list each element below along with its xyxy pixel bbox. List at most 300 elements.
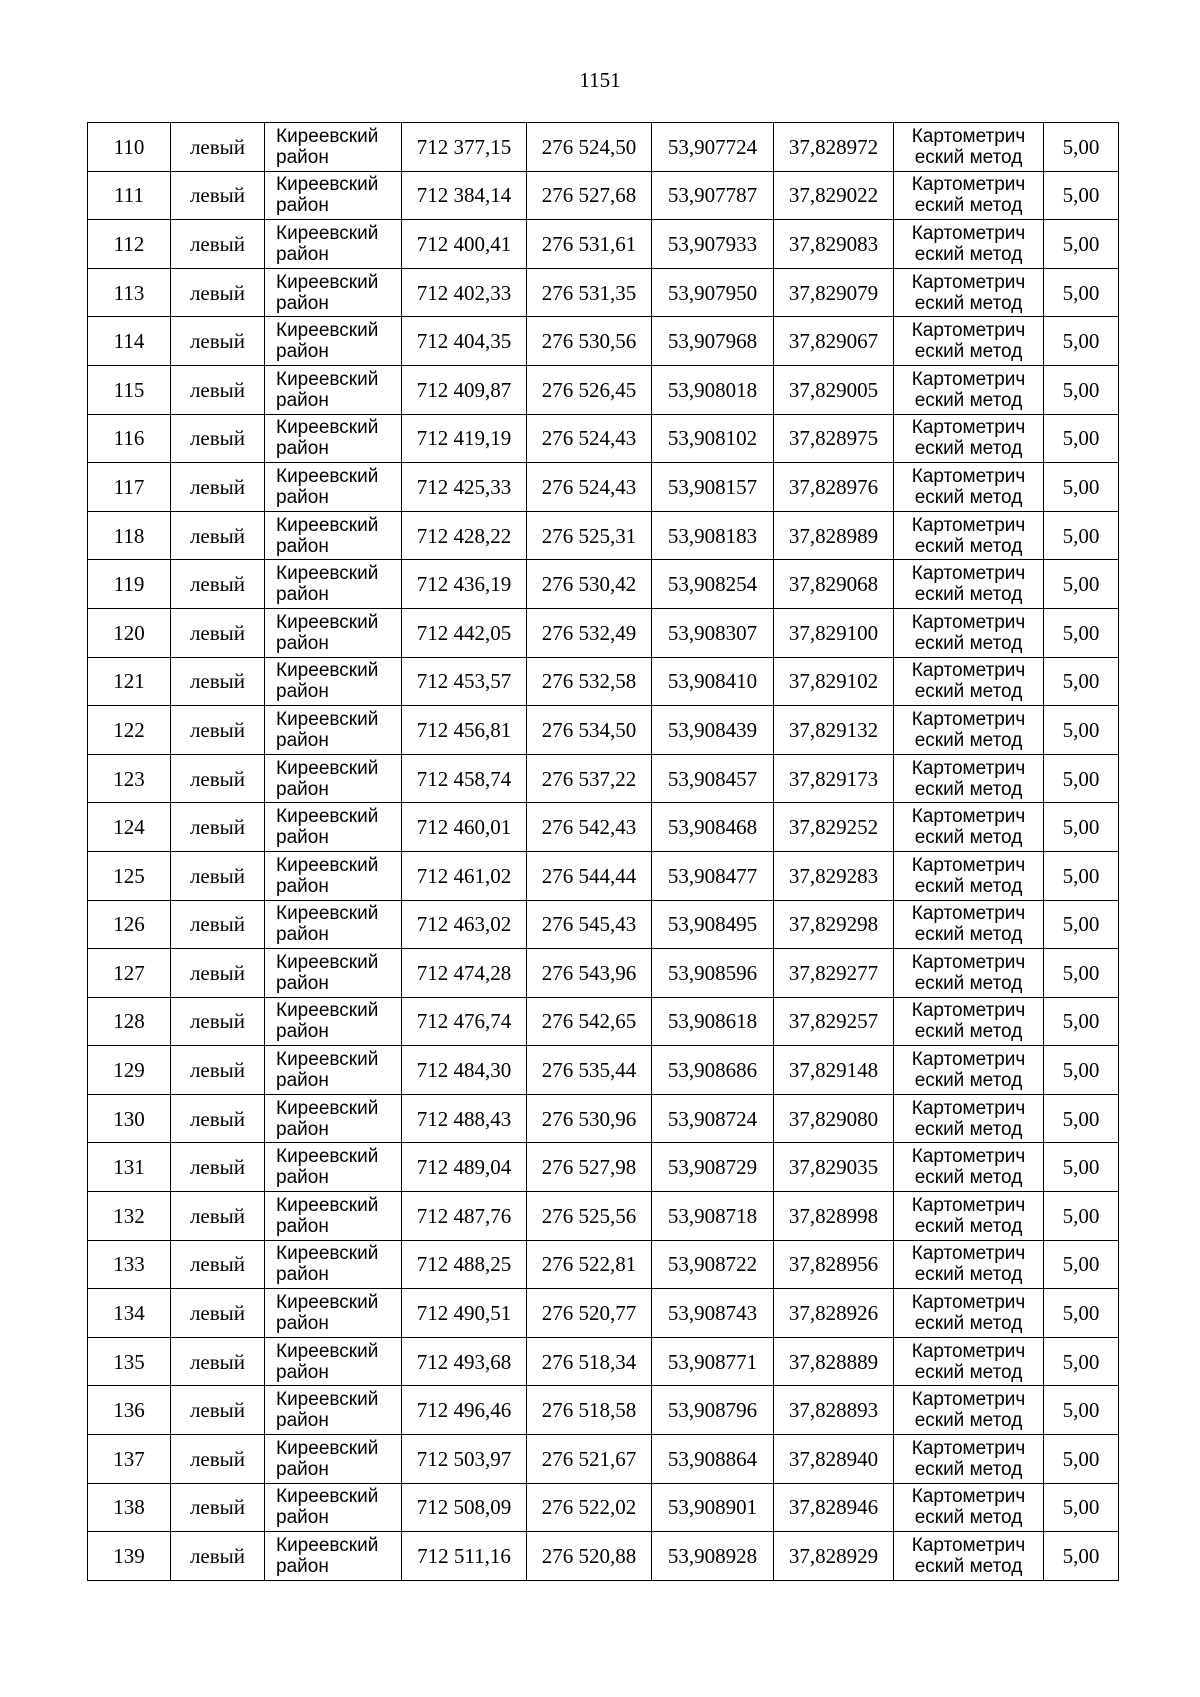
district-cell-line-2: район bbox=[276, 438, 329, 460]
district-cell-line-1: Киреевский bbox=[276, 1340, 379, 1362]
district-cell bbox=[265, 1240, 402, 1289]
side-cell: левый bbox=[171, 511, 265, 560]
latitude-cell: 53,908722 bbox=[652, 1240, 774, 1289]
accuracy-cell: 5,00 bbox=[1044, 1435, 1119, 1484]
accuracy-cell: 5,00 bbox=[1044, 1289, 1119, 1338]
district-cell-line-1: Киреевский bbox=[276, 1292, 379, 1314]
latitude-cell: 53,908718 bbox=[652, 1192, 774, 1241]
district-cell-line-1: Киреевский bbox=[276, 1194, 379, 1216]
table-row bbox=[88, 365, 1119, 414]
district-cell bbox=[265, 1046, 402, 1095]
side-cell: левый bbox=[171, 1289, 265, 1338]
method-cell-line-1: Картометрич bbox=[911, 1049, 1026, 1071]
side-cell: левый bbox=[171, 171, 265, 220]
side-cell: левый bbox=[171, 1337, 265, 1386]
x-coordinate-cell: 712 377,15 bbox=[402, 123, 527, 172]
longitude-cell: 37,829083 bbox=[774, 220, 894, 269]
longitude-cell: 37,828975 bbox=[774, 414, 894, 463]
method-cell bbox=[894, 511, 1044, 560]
table-row bbox=[88, 1337, 1119, 1386]
side-cell: левый bbox=[171, 1192, 265, 1241]
side-cell: левый bbox=[171, 1532, 265, 1581]
district-cell-line-1: Киреевский bbox=[276, 271, 379, 293]
district-cell bbox=[265, 1143, 402, 1192]
method-cell-line-1: Картометрич bbox=[911, 320, 1026, 342]
longitude-cell: 37,829005 bbox=[774, 365, 894, 414]
method-cell-line-2: еский метод bbox=[914, 584, 1023, 606]
accuracy-cell: 5,00 bbox=[1044, 1386, 1119, 1435]
side-cell: левый bbox=[171, 268, 265, 317]
latitude-cell: 53,908102 bbox=[652, 414, 774, 463]
longitude-cell: 37,829298 bbox=[774, 900, 894, 949]
latitude-cell: 53,907968 bbox=[652, 317, 774, 366]
district-cell-line-1: Киреевский bbox=[276, 1097, 379, 1119]
method-cell bbox=[894, 414, 1044, 463]
latitude-cell: 53,908618 bbox=[652, 997, 774, 1046]
method-cell-line-1: Картометрич bbox=[911, 368, 1026, 390]
longitude-cell: 37,828940 bbox=[774, 1435, 894, 1484]
accuracy-cell: 5,00 bbox=[1044, 1094, 1119, 1143]
x-coordinate-cell: 712 463,02 bbox=[402, 900, 527, 949]
point-number-cell: 112 bbox=[88, 220, 171, 269]
point-number-cell: 118 bbox=[88, 511, 171, 560]
point-number-cell: 127 bbox=[88, 949, 171, 998]
latitude-cell: 53,908157 bbox=[652, 463, 774, 512]
method-cell-line-1: Картометрич bbox=[911, 611, 1026, 633]
latitude-cell: 53,907950 bbox=[652, 268, 774, 317]
latitude-cell: 53,908468 bbox=[652, 803, 774, 852]
method-cell bbox=[894, 1289, 1044, 1338]
x-coordinate-cell: 712 409,87 bbox=[402, 365, 527, 414]
district-cell-line-1: Киреевский bbox=[276, 1389, 379, 1411]
district-cell-line-1: Киреевский bbox=[276, 514, 379, 536]
x-coordinate-cell: 712 488,25 bbox=[402, 1240, 527, 1289]
latitude-cell: 53,908307 bbox=[652, 608, 774, 657]
y-coordinate-cell: 276 525,56 bbox=[527, 1192, 652, 1241]
point-number-cell: 126 bbox=[88, 900, 171, 949]
accuracy-cell: 5,00 bbox=[1044, 1143, 1119, 1192]
method-cell-line-1: Картометрич bbox=[911, 854, 1026, 876]
district-cell bbox=[265, 1289, 402, 1338]
district-cell-line-2: район bbox=[276, 778, 329, 800]
longitude-cell: 37,829283 bbox=[774, 851, 894, 900]
method-cell-line-2: еский метод bbox=[914, 486, 1023, 508]
method-cell-line-1: Картометрич bbox=[911, 125, 1026, 147]
longitude-cell: 37,829257 bbox=[774, 997, 894, 1046]
district-cell-line-1: Киреевский bbox=[276, 1000, 379, 1022]
longitude-cell: 37,829148 bbox=[774, 1046, 894, 1095]
accuracy-cell: 5,00 bbox=[1044, 851, 1119, 900]
side-cell: левый bbox=[171, 608, 265, 657]
table-row bbox=[88, 706, 1119, 755]
method-cell-line-1: Картометрич bbox=[911, 806, 1026, 828]
method-cell-line-2: еский метод bbox=[914, 1458, 1023, 1480]
side-cell: левый bbox=[171, 900, 265, 949]
x-coordinate-cell: 712 458,74 bbox=[402, 754, 527, 803]
table-row bbox=[88, 123, 1119, 172]
method-cell bbox=[894, 220, 1044, 269]
y-coordinate-cell: 276 518,58 bbox=[527, 1386, 652, 1435]
side-cell: левый bbox=[171, 1483, 265, 1532]
accuracy-cell: 5,00 bbox=[1044, 560, 1119, 609]
latitude-cell: 53,908477 bbox=[652, 851, 774, 900]
side-cell: левый bbox=[171, 220, 265, 269]
method-cell-line-2: еский метод bbox=[914, 924, 1023, 946]
method-cell-line-1: Картометрич bbox=[911, 1389, 1026, 1411]
method-cell-line-1: Картометрич bbox=[911, 1097, 1026, 1119]
method-cell-line-2: еский метод bbox=[914, 243, 1023, 265]
table-row bbox=[88, 171, 1119, 220]
district-cell-line-2: район bbox=[276, 827, 329, 849]
district-cell-line-2: район bbox=[276, 1556, 329, 1578]
longitude-cell: 37,828889 bbox=[774, 1337, 894, 1386]
method-cell-line-2: еский метод bbox=[914, 389, 1023, 411]
district-cell bbox=[265, 365, 402, 414]
table-row bbox=[88, 511, 1119, 560]
x-coordinate-cell: 712 425,33 bbox=[402, 463, 527, 512]
method-cell-line-1: Картометрич bbox=[911, 465, 1026, 487]
method-cell-line-2: еский метод bbox=[914, 1361, 1023, 1383]
method-cell-line-1: Картометрич bbox=[911, 222, 1026, 244]
side-cell: левый bbox=[171, 1094, 265, 1143]
table-row bbox=[88, 1192, 1119, 1241]
method-cell-line-1: Картометрич bbox=[911, 660, 1026, 682]
longitude-cell: 37,829100 bbox=[774, 608, 894, 657]
district-cell bbox=[265, 900, 402, 949]
district-cell bbox=[265, 851, 402, 900]
district-cell bbox=[265, 1483, 402, 1532]
accuracy-cell: 5,00 bbox=[1044, 900, 1119, 949]
method-cell-line-2: еский метод bbox=[914, 875, 1023, 897]
side-cell: левый bbox=[171, 317, 265, 366]
x-coordinate-cell: 712 493,68 bbox=[402, 1337, 527, 1386]
accuracy-cell: 5,00 bbox=[1044, 123, 1119, 172]
x-coordinate-cell: 712 476,74 bbox=[402, 997, 527, 1046]
method-cell bbox=[894, 949, 1044, 998]
method-cell bbox=[894, 1337, 1044, 1386]
point-number-cell: 117 bbox=[88, 463, 171, 512]
district-cell-line-2: район bbox=[276, 1313, 329, 1335]
x-coordinate-cell: 712 404,35 bbox=[402, 317, 527, 366]
y-coordinate-cell: 276 545,43 bbox=[527, 900, 652, 949]
longitude-cell: 37,828926 bbox=[774, 1289, 894, 1338]
district-cell bbox=[265, 949, 402, 998]
y-coordinate-cell: 276 532,58 bbox=[527, 657, 652, 706]
district-cell bbox=[265, 997, 402, 1046]
latitude-cell: 53,908410 bbox=[652, 657, 774, 706]
point-number-cell: 119 bbox=[88, 560, 171, 609]
latitude-cell: 53,908901 bbox=[652, 1483, 774, 1532]
y-coordinate-cell: 276 524,43 bbox=[527, 463, 652, 512]
x-coordinate-cell: 712 384,14 bbox=[402, 171, 527, 220]
latitude-cell: 53,908439 bbox=[652, 706, 774, 755]
district-cell-line-1: Киреевский bbox=[276, 174, 379, 196]
accuracy-cell: 5,00 bbox=[1044, 754, 1119, 803]
side-cell: левый bbox=[171, 997, 265, 1046]
latitude-cell: 53,907787 bbox=[652, 171, 774, 220]
x-coordinate-cell: 712 496,46 bbox=[402, 1386, 527, 1435]
method-cell-line-2: еский метод bbox=[914, 1264, 1023, 1286]
method-cell bbox=[894, 706, 1044, 755]
district-cell bbox=[265, 268, 402, 317]
district-cell-line-1: Киреевский bbox=[276, 417, 379, 439]
table-row bbox=[88, 1094, 1119, 1143]
accuracy-cell: 5,00 bbox=[1044, 1337, 1119, 1386]
y-coordinate-cell: 276 542,43 bbox=[527, 803, 652, 852]
district-cell bbox=[265, 1435, 402, 1484]
latitude-cell: 53,908495 bbox=[652, 900, 774, 949]
district-cell-line-1: Киреевский bbox=[276, 757, 379, 779]
district-cell-line-2: район bbox=[276, 875, 329, 897]
district-cell-line-2: район bbox=[276, 1215, 329, 1237]
method-cell-line-1: Картометрич bbox=[911, 514, 1026, 536]
method-cell bbox=[894, 803, 1044, 852]
accuracy-cell: 5,00 bbox=[1044, 1483, 1119, 1532]
district-cell bbox=[265, 706, 402, 755]
method-cell bbox=[894, 851, 1044, 900]
table-row bbox=[88, 997, 1119, 1046]
district-cell bbox=[265, 1192, 402, 1241]
district-cell bbox=[265, 1386, 402, 1435]
method-cell-line-1: Картометрич bbox=[911, 563, 1026, 585]
method-cell bbox=[894, 657, 1044, 706]
longitude-cell: 37,828976 bbox=[774, 463, 894, 512]
district-cell bbox=[265, 463, 402, 512]
x-coordinate-cell: 712 484,30 bbox=[402, 1046, 527, 1095]
side-cell: левый bbox=[171, 754, 265, 803]
district-cell-line-1: Киреевский bbox=[276, 806, 379, 828]
method-cell-line-1: Картометрич bbox=[911, 708, 1026, 730]
x-coordinate-cell: 712 460,01 bbox=[402, 803, 527, 852]
method-cell bbox=[894, 1046, 1044, 1095]
accuracy-cell: 5,00 bbox=[1044, 706, 1119, 755]
district-cell bbox=[265, 803, 402, 852]
method-cell-line-2: еский метод bbox=[914, 1313, 1023, 1335]
district-cell-line-2: район bbox=[276, 1264, 329, 1286]
table-row bbox=[88, 1046, 1119, 1095]
district-cell-line-2: район bbox=[276, 535, 329, 557]
side-cell: левый bbox=[171, 463, 265, 512]
point-number-cell: 120 bbox=[88, 608, 171, 657]
district-cell bbox=[265, 317, 402, 366]
point-number-cell: 121 bbox=[88, 657, 171, 706]
longitude-cell: 37,829252 bbox=[774, 803, 894, 852]
longitude-cell: 37,828989 bbox=[774, 511, 894, 560]
point-number-cell: 135 bbox=[88, 1337, 171, 1386]
district-cell bbox=[265, 123, 402, 172]
point-number-cell: 132 bbox=[88, 1192, 171, 1241]
method-cell bbox=[894, 1435, 1044, 1484]
point-number-cell: 113 bbox=[88, 268, 171, 317]
side-cell: левый bbox=[171, 414, 265, 463]
accuracy-cell: 5,00 bbox=[1044, 608, 1119, 657]
method-cell-line-2: еский метод bbox=[914, 681, 1023, 703]
longitude-cell: 37,828972 bbox=[774, 123, 894, 172]
accuracy-cell: 5,00 bbox=[1044, 171, 1119, 220]
method-cell bbox=[894, 463, 1044, 512]
district-cell bbox=[265, 754, 402, 803]
accuracy-cell: 5,00 bbox=[1044, 414, 1119, 463]
method-cell-line-1: Картометрич bbox=[911, 1340, 1026, 1362]
table-row bbox=[88, 1240, 1119, 1289]
method-cell-line-2: еский метод bbox=[914, 1118, 1023, 1140]
longitude-cell: 37,828998 bbox=[774, 1192, 894, 1241]
method-cell-line-2: еский метод bbox=[914, 1410, 1023, 1432]
accuracy-cell: 5,00 bbox=[1044, 365, 1119, 414]
side-cell: левый bbox=[171, 1046, 265, 1095]
x-coordinate-cell: 712 487,76 bbox=[402, 1192, 527, 1241]
latitude-cell: 53,908928 bbox=[652, 1532, 774, 1581]
method-cell bbox=[894, 1192, 1044, 1241]
accuracy-cell: 5,00 bbox=[1044, 803, 1119, 852]
district-cell-line-1: Киреевский bbox=[276, 1486, 379, 1508]
district-cell-line-2: район bbox=[276, 341, 329, 363]
method-cell bbox=[894, 171, 1044, 220]
method-cell bbox=[894, 1483, 1044, 1532]
method-cell bbox=[894, 560, 1044, 609]
method-cell bbox=[894, 1094, 1044, 1143]
point-number-cell: 125 bbox=[88, 851, 171, 900]
latitude-cell: 53,908864 bbox=[652, 1435, 774, 1484]
method-cell-line-2: еский метод bbox=[914, 292, 1023, 314]
longitude-cell: 37,829068 bbox=[774, 560, 894, 609]
side-cell: левый bbox=[171, 1435, 265, 1484]
method-cell-line-1: Картометрич bbox=[911, 1437, 1026, 1459]
y-coordinate-cell: 276 520,77 bbox=[527, 1289, 652, 1338]
method-cell-line-1: Картометрич bbox=[911, 417, 1026, 439]
latitude-cell: 53,908457 bbox=[652, 754, 774, 803]
x-coordinate-cell: 712 488,43 bbox=[402, 1094, 527, 1143]
y-coordinate-cell: 276 521,67 bbox=[527, 1435, 652, 1484]
method-cell-line-2: еский метод bbox=[914, 1021, 1023, 1043]
table-row bbox=[88, 900, 1119, 949]
method-cell-line-2: еский метод bbox=[914, 1556, 1023, 1578]
method-cell bbox=[894, 1532, 1044, 1581]
table-row bbox=[88, 1532, 1119, 1581]
table-row bbox=[88, 754, 1119, 803]
district-cell bbox=[265, 1337, 402, 1386]
latitude-cell: 53,908596 bbox=[652, 949, 774, 998]
longitude-cell: 37,829080 bbox=[774, 1094, 894, 1143]
district-cell-line-2: район bbox=[276, 195, 329, 217]
district-cell-line-2: район bbox=[276, 1021, 329, 1043]
district-cell-line-1: Киреевский bbox=[276, 611, 379, 633]
y-coordinate-cell: 276 532,49 bbox=[527, 608, 652, 657]
district-cell-line-2: район bbox=[276, 1167, 329, 1189]
x-coordinate-cell: 712 442,05 bbox=[402, 608, 527, 657]
table-row bbox=[88, 220, 1119, 269]
accuracy-cell: 5,00 bbox=[1044, 463, 1119, 512]
side-cell: левый bbox=[171, 706, 265, 755]
district-cell-line-1: Киреевский bbox=[276, 1437, 379, 1459]
method-cell-line-2: еский метод bbox=[914, 341, 1023, 363]
point-number-cell: 130 bbox=[88, 1094, 171, 1143]
longitude-cell: 37,829173 bbox=[774, 754, 894, 803]
method-cell-line-1: Картометрич bbox=[911, 951, 1026, 973]
method-cell-line-2: еский метод bbox=[914, 438, 1023, 460]
district-cell bbox=[265, 414, 402, 463]
table-row bbox=[88, 608, 1119, 657]
accuracy-cell: 5,00 bbox=[1044, 220, 1119, 269]
y-coordinate-cell: 276 522,81 bbox=[527, 1240, 652, 1289]
district-cell-line-2: район bbox=[276, 584, 329, 606]
side-cell: левый bbox=[171, 1143, 265, 1192]
longitude-cell: 37,829067 bbox=[774, 317, 894, 366]
y-coordinate-cell: 276 518,34 bbox=[527, 1337, 652, 1386]
district-cell-line-2: район bbox=[276, 146, 329, 168]
district-cell-line-1: Киреевский bbox=[276, 125, 379, 147]
y-coordinate-cell: 276 520,88 bbox=[527, 1532, 652, 1581]
y-coordinate-cell: 276 526,45 bbox=[527, 365, 652, 414]
method-cell bbox=[894, 1386, 1044, 1435]
longitude-cell: 37,829277 bbox=[774, 949, 894, 998]
method-cell-line-2: еский метод bbox=[914, 729, 1023, 751]
longitude-cell: 37,829079 bbox=[774, 268, 894, 317]
side-cell: левый bbox=[171, 657, 265, 706]
accuracy-cell: 5,00 bbox=[1044, 511, 1119, 560]
point-number-cell: 139 bbox=[88, 1532, 171, 1581]
district-cell-line-1: Киреевский bbox=[276, 854, 379, 876]
y-coordinate-cell: 276 544,44 bbox=[527, 851, 652, 900]
district-cell-line-1: Киреевский bbox=[276, 951, 379, 973]
x-coordinate-cell: 712 508,09 bbox=[402, 1483, 527, 1532]
point-number-cell: 131 bbox=[88, 1143, 171, 1192]
accuracy-cell: 5,00 bbox=[1044, 1240, 1119, 1289]
district-cell bbox=[265, 1532, 402, 1581]
x-coordinate-cell: 712 503,97 bbox=[402, 1435, 527, 1484]
method-cell-line-1: Картометрич bbox=[911, 1243, 1026, 1265]
table-row bbox=[88, 1143, 1119, 1192]
table-row bbox=[88, 851, 1119, 900]
accuracy-cell: 5,00 bbox=[1044, 997, 1119, 1046]
district-cell bbox=[265, 171, 402, 220]
district-cell-line-1: Киреевский bbox=[276, 465, 379, 487]
method-cell bbox=[894, 1143, 1044, 1192]
x-coordinate-cell: 712 461,02 bbox=[402, 851, 527, 900]
y-coordinate-cell: 276 535,44 bbox=[527, 1046, 652, 1095]
x-coordinate-cell: 712 402,33 bbox=[402, 268, 527, 317]
method-cell-line-1: Картометрич bbox=[911, 1535, 1026, 1557]
method-cell-line-2: еский метод bbox=[914, 146, 1023, 168]
table-body bbox=[88, 123, 1119, 1581]
district-cell-line-2: район bbox=[276, 292, 329, 314]
district-cell-line-1: Киреевский bbox=[276, 222, 379, 244]
x-coordinate-cell: 712 453,57 bbox=[402, 657, 527, 706]
method-cell-line-2: еский метод bbox=[914, 632, 1023, 654]
accuracy-cell: 5,00 bbox=[1044, 268, 1119, 317]
longitude-cell: 37,828956 bbox=[774, 1240, 894, 1289]
table-row bbox=[88, 1483, 1119, 1532]
method-cell-line-1: Картометрич bbox=[911, 174, 1026, 196]
y-coordinate-cell: 276 537,22 bbox=[527, 754, 652, 803]
point-number-cell: 137 bbox=[88, 1435, 171, 1484]
district-cell-line-1: Киреевский bbox=[276, 1049, 379, 1071]
accuracy-cell: 5,00 bbox=[1044, 1192, 1119, 1241]
district-cell bbox=[265, 511, 402, 560]
district-cell-line-1: Киреевский bbox=[276, 903, 379, 925]
side-cell: левый bbox=[171, 851, 265, 900]
method-cell bbox=[894, 754, 1044, 803]
latitude-cell: 53,908183 bbox=[652, 511, 774, 560]
x-coordinate-cell: 712 490,51 bbox=[402, 1289, 527, 1338]
point-number-cell: 114 bbox=[88, 317, 171, 366]
coordinates-table bbox=[87, 122, 1119, 1581]
method-cell bbox=[894, 900, 1044, 949]
accuracy-cell: 5,00 bbox=[1044, 1046, 1119, 1095]
x-coordinate-cell: 712 419,19 bbox=[402, 414, 527, 463]
y-coordinate-cell: 276 524,43 bbox=[527, 414, 652, 463]
method-cell bbox=[894, 997, 1044, 1046]
